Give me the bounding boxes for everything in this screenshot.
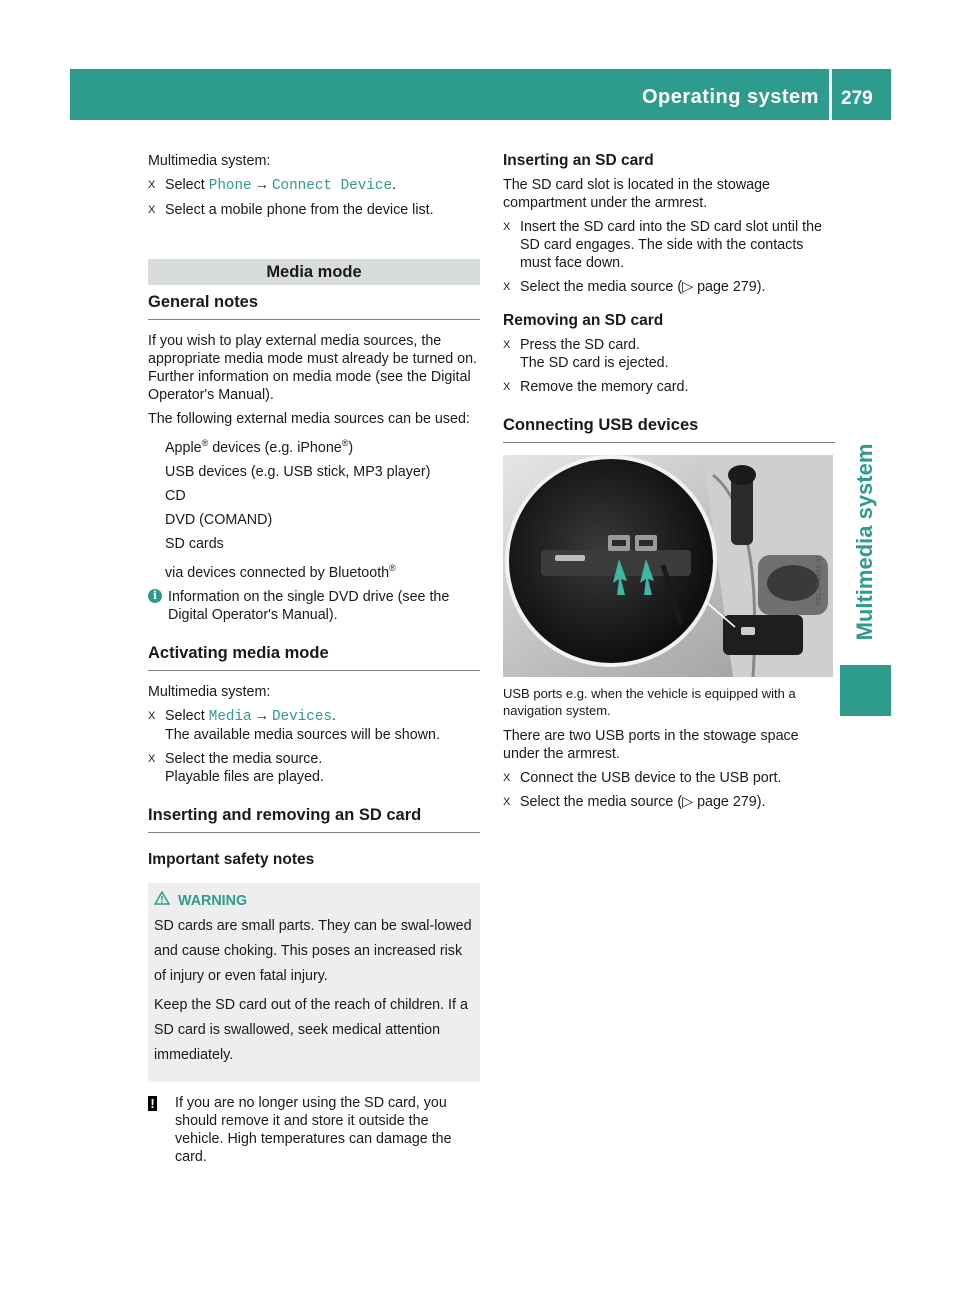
menu-arrow: → — [254, 177, 269, 193]
header-divider — [829, 69, 832, 120]
instruction-step: X Select the media source (▷ page 279). — [503, 794, 766, 810]
warning-text: SD cards are small parts. They can be swal-lowed and cause choking. This poses an increased risk of injury or even fatal injury. — [154, 917, 472, 984]
step-arrow-icon: X — [503, 772, 511, 784]
list-item: Apple® devices (e.g. iPhone®) — [165, 438, 354, 456]
usb-ports-photo — [503, 455, 833, 677]
heading-general-notes: General notes — [148, 293, 480, 320]
list-item: SD cards — [165, 535, 224, 552]
step-arrow-icon: X — [503, 221, 511, 233]
menu-item-media: Media — [208, 708, 252, 725]
instruction-step: X Connect the USB device to the USB port. — [503, 770, 782, 786]
instruction-step: X Remove the memory card. — [503, 379, 689, 395]
info-note: i Information on the single DVD drive (see the Digital Operator's Manual). — [148, 588, 480, 624]
warning-box — [148, 883, 480, 1082]
exclamation-icon: ! — [148, 1096, 157, 1111]
instruction-step: X Press the SD card. The SD card is ejected. — [503, 337, 669, 371]
chapter-tab-label: Multimedia system — [852, 443, 877, 641]
step-arrow-icon: X — [148, 204, 156, 216]
list-item: CD — [165, 487, 186, 504]
step-arrow-icon: X — [503, 381, 511, 393]
image-code: P82.10-2848-31 — [816, 554, 823, 605]
heading-safety-notes: Important safety notes — [148, 850, 315, 868]
instruction-step: X Select a mobile phone from the device list. — [148, 202, 434, 218]
left-column — [148, 152, 480, 1166]
paragraph: The following external media sources can be used: — [148, 411, 470, 427]
instruction-step: X Select the media source (▷ page 279). — [503, 279, 766, 295]
step-result: The SD card is ejected. — [520, 355, 669, 371]
warning-text: Keep the SD card out of the reach of children. If a SD card is swallowed, seek medical attention immediately. — [154, 996, 468, 1063]
instruction-step: X Insert the SD card into the SD card slot until the SD card engages. The side with the contacts must face down. — [503, 219, 822, 271]
heading-removing-sd: Removing an SD card — [503, 312, 664, 329]
menu-arrow: → — [254, 707, 269, 724]
step-arrow-icon: X — [503, 796, 511, 808]
step-arrow-icon: X — [503, 339, 511, 351]
step-arrow-icon: X — [148, 179, 156, 191]
menu-item-devices: Devices — [271, 708, 332, 725]
paragraph: The SD card slot is located in the stowage compartment under the armrest. — [503, 177, 771, 211]
heading-connecting-usb: Connecting USB devices — [503, 416, 835, 443]
warning-triangle-icon — [154, 891, 170, 911]
heading-activating-media-mode: Activating media mode — [148, 644, 480, 671]
paragraph: If you wish to play external media sources, the appropriate media mode must already be turned on. Further information on media mode (see the Digital Operator's Manual). — [148, 333, 478, 403]
step-arrow-icon: X — [148, 709, 156, 722]
image-caption: USB ports e.g. when the vehicle is equipped with a navigation system. — [503, 686, 796, 718]
instruction-step: X Select Phone → Connect Device. — [148, 177, 397, 194]
chapter-tab-marker — [840, 665, 891, 716]
instruction-step: X Select the media source. Playable files are played. — [148, 750, 324, 785]
intro-text: Multimedia system: — [148, 683, 271, 700]
intro-text: Multimedia system: — [148, 153, 271, 169]
paragraph: There are two USB ports in the stowage space under the armrest. — [503, 728, 799, 762]
step-result: The available media sources will be shown. — [165, 726, 440, 743]
instruction-step: X Select Media → Devices. The available media sources will be shown. — [148, 707, 440, 743]
heading-inserting-removing-sd: Inserting and removing an SD card — [148, 806, 480, 833]
right-column — [503, 152, 835, 817]
running-header-title: Operating system — [642, 86, 819, 108]
menu-item-phone: Phone — [208, 178, 252, 194]
menu-item-connect-device: Connect Device — [271, 178, 393, 194]
step-result: Playable files are played. — [165, 768, 324, 785]
section-band-media-mode: Media mode — [148, 259, 480, 285]
page-number: 279 — [841, 88, 873, 109]
list-item: DVD (COMAND) — [165, 511, 273, 528]
list-item: USB devices (e.g. USB stick, MP3 player) — [165, 463, 431, 480]
heading-inserting-sd: Inserting an SD card — [503, 152, 654, 169]
step-arrow-icon: X — [503, 281, 511, 293]
notice-note: ! If you are no longer using the SD card, you should remove it and store it outside the vehicle. High temperatures can damage the card. — [148, 1094, 480, 1166]
step-arrow-icon: X — [148, 752, 156, 765]
info-icon: i — [148, 589, 162, 603]
list-item: via devices connected by Bluetooth® — [165, 562, 396, 581]
warning-title: WARNING — [178, 892, 248, 909]
